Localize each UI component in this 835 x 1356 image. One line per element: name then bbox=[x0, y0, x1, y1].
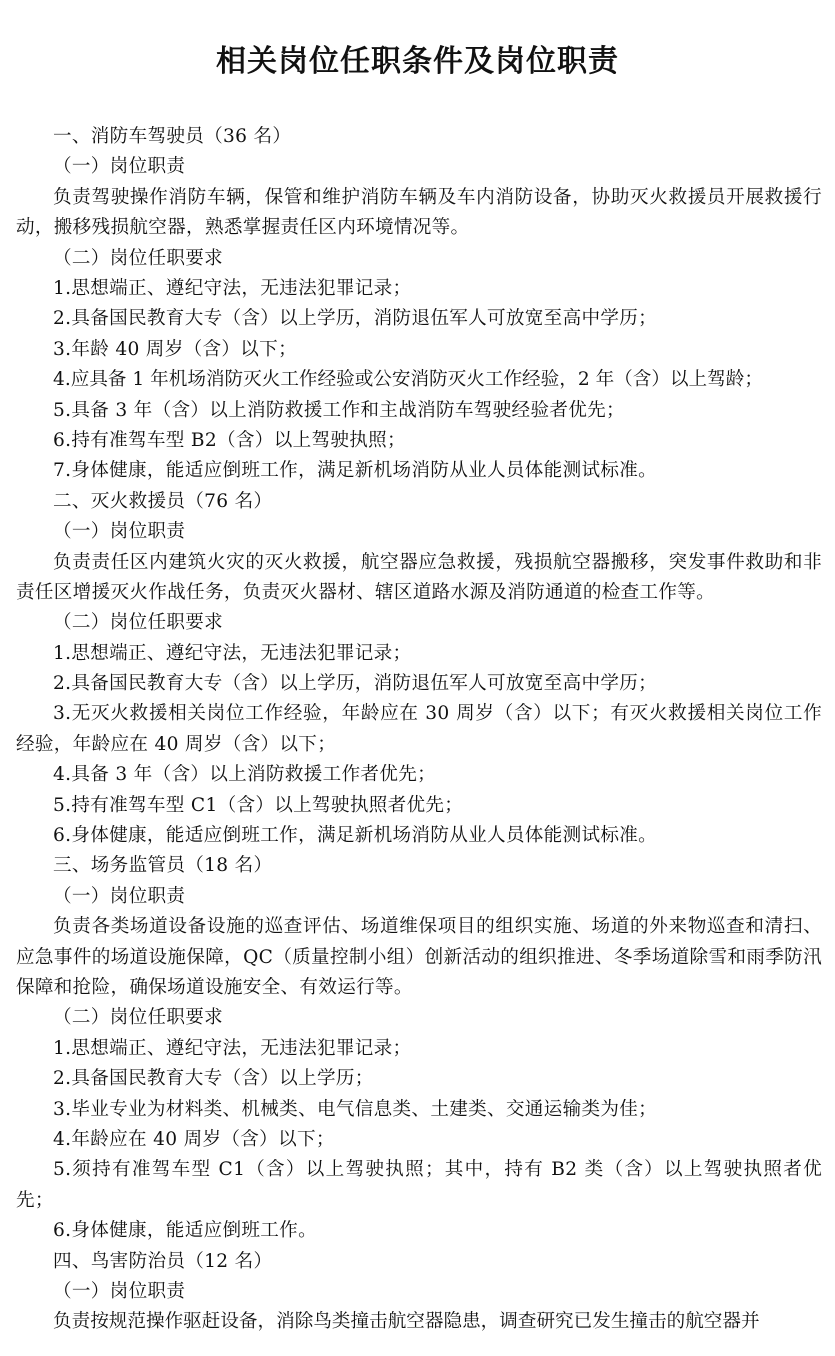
duties-paragraph: 负责按规范操作驱赶设备，消除鸟类撞击航空器隐患，调查研究已发生撞击的航空器并 bbox=[53, 1311, 760, 1333]
requirement-item: 4.应具备 1 年机场消防灭火工作经验或公安消防灭火工作经验，2 年（含）以上驾龄； bbox=[53, 369, 763, 391]
requirement-item: 5.持有准驾车型 C1（含）以上驾驶执照者优先； bbox=[53, 794, 464, 816]
requirement-item: 3.无灭火救援相关岗位工作经验，年龄应在 30 周岁（含）以下；有灭火救援相关岗位工作经验，年龄应在 40 周岁（含）以下； bbox=[16, 703, 822, 755]
requirement-item: 2.具备国民教育大专（含）以上学历，消防退伍军人可放宽至高中学历； bbox=[53, 308, 658, 330]
subsection-heading: （一）岗位职责 bbox=[53, 521, 186, 543]
document-title: 相关岗位任职条件及岗位职责 bbox=[216, 44, 619, 79]
section-heading: 三、场务监管员（18 名） bbox=[53, 855, 273, 877]
requirement-item: 1.思想端正、遵纪守法，无违法犯罪记录； bbox=[53, 642, 412, 664]
duties-paragraph: 负责驾驶操作消防车辆，保管和维护消防车辆及车内消防设备，协助灭火救援员开展救援行动，搬移残损航空器，熟悉掌握责任区内环境情况等。 bbox=[16, 186, 822, 239]
requirement-item: 4.具备 3 年（含）以上消防救援工作者优先； bbox=[53, 764, 436, 786]
subsection-heading: （一）岗位职责 bbox=[53, 1281, 186, 1303]
subsection-heading: （一）岗位职责 bbox=[53, 885, 186, 907]
requirement-item: 5.须持有准驾车型 C1（含）以上驾驶执照；其中，持有 B2 类（含）以上驾驶执照者优先； bbox=[16, 1159, 822, 1211]
requirement-item: 1.思想端正、遵纪守法，无违法犯罪记录； bbox=[53, 277, 412, 299]
requirement-item: 5.具备 3 年（含）以上消防救援工作和主战消防车驾驶经验者优先； bbox=[53, 399, 625, 421]
section-heading: 二、灭火救援员（76 名） bbox=[53, 490, 273, 512]
requirement-item: 6.身体健康，能适应倒班工作，满足新机场消防从业人员体能测试标准。 bbox=[53, 825, 658, 847]
requirement-item: 1.思想端正、遵纪守法，无违法犯罪记录； bbox=[53, 1037, 412, 1059]
subsection-heading: （一）岗位职责 bbox=[53, 156, 186, 178]
requirement-item: 6.身体健康，能适应倒班工作。 bbox=[53, 1220, 317, 1242]
requirement-item: 2.具备国民教育大专（含）以上学历； bbox=[53, 1068, 374, 1090]
duties-paragraph: 负责责任区内建筑火灾的灭火救援，航空器应急救援，残损航空器搬移，突发事件救助和非责任区增援灭火作战任务，负责灭火器材、辖区道路水源及消防通道的检查工作等。 bbox=[16, 551, 822, 603]
requirement-item: 2.具备国民教育大专（含）以上学历，消防退伍军人可放宽至高中学历； bbox=[53, 673, 658, 695]
document-body bbox=[16, 122, 822, 1338]
subsection-heading: （二）岗位任职要求 bbox=[53, 1007, 224, 1029]
requirement-item: 3.毕业专业为材料类、机械类、电气信息类、土建类、交通运输类为佳； bbox=[53, 1098, 658, 1120]
requirement-item: 4.年龄应在 40 周岁（含）以下； bbox=[53, 1129, 335, 1151]
requirement-item: 6.持有准驾车型 B2（含）以上驾驶执照； bbox=[53, 429, 406, 451]
requirement-item: 3.年龄 40 周岁（含）以下； bbox=[53, 338, 297, 360]
section-heading: 一、消防车驾驶员（36 名） bbox=[53, 126, 292, 147]
section-heading: 四、鸟害防治员（12 名） bbox=[53, 1250, 273, 1272]
duties-paragraph: 负责各类场道设备设施的巡查评估、场道维保项目的组织实施、场道的外来物巡查和清扫、应急事件的场道设施保障，QC（质量控制小组）创新活动的组织推进、冬季场道除雪和雨季防汛保障和抢险，确保场道设施安全、有效运行等。 bbox=[16, 916, 822, 999]
requirement-item: 7.身体健康，能适应倒班工作，满足新机场消防从业人员体能测试标准。 bbox=[53, 460, 658, 482]
subsection-heading: （二）岗位任职要求 bbox=[53, 612, 224, 634]
subsection-heading: （二）岗位任职要求 bbox=[53, 247, 224, 269]
